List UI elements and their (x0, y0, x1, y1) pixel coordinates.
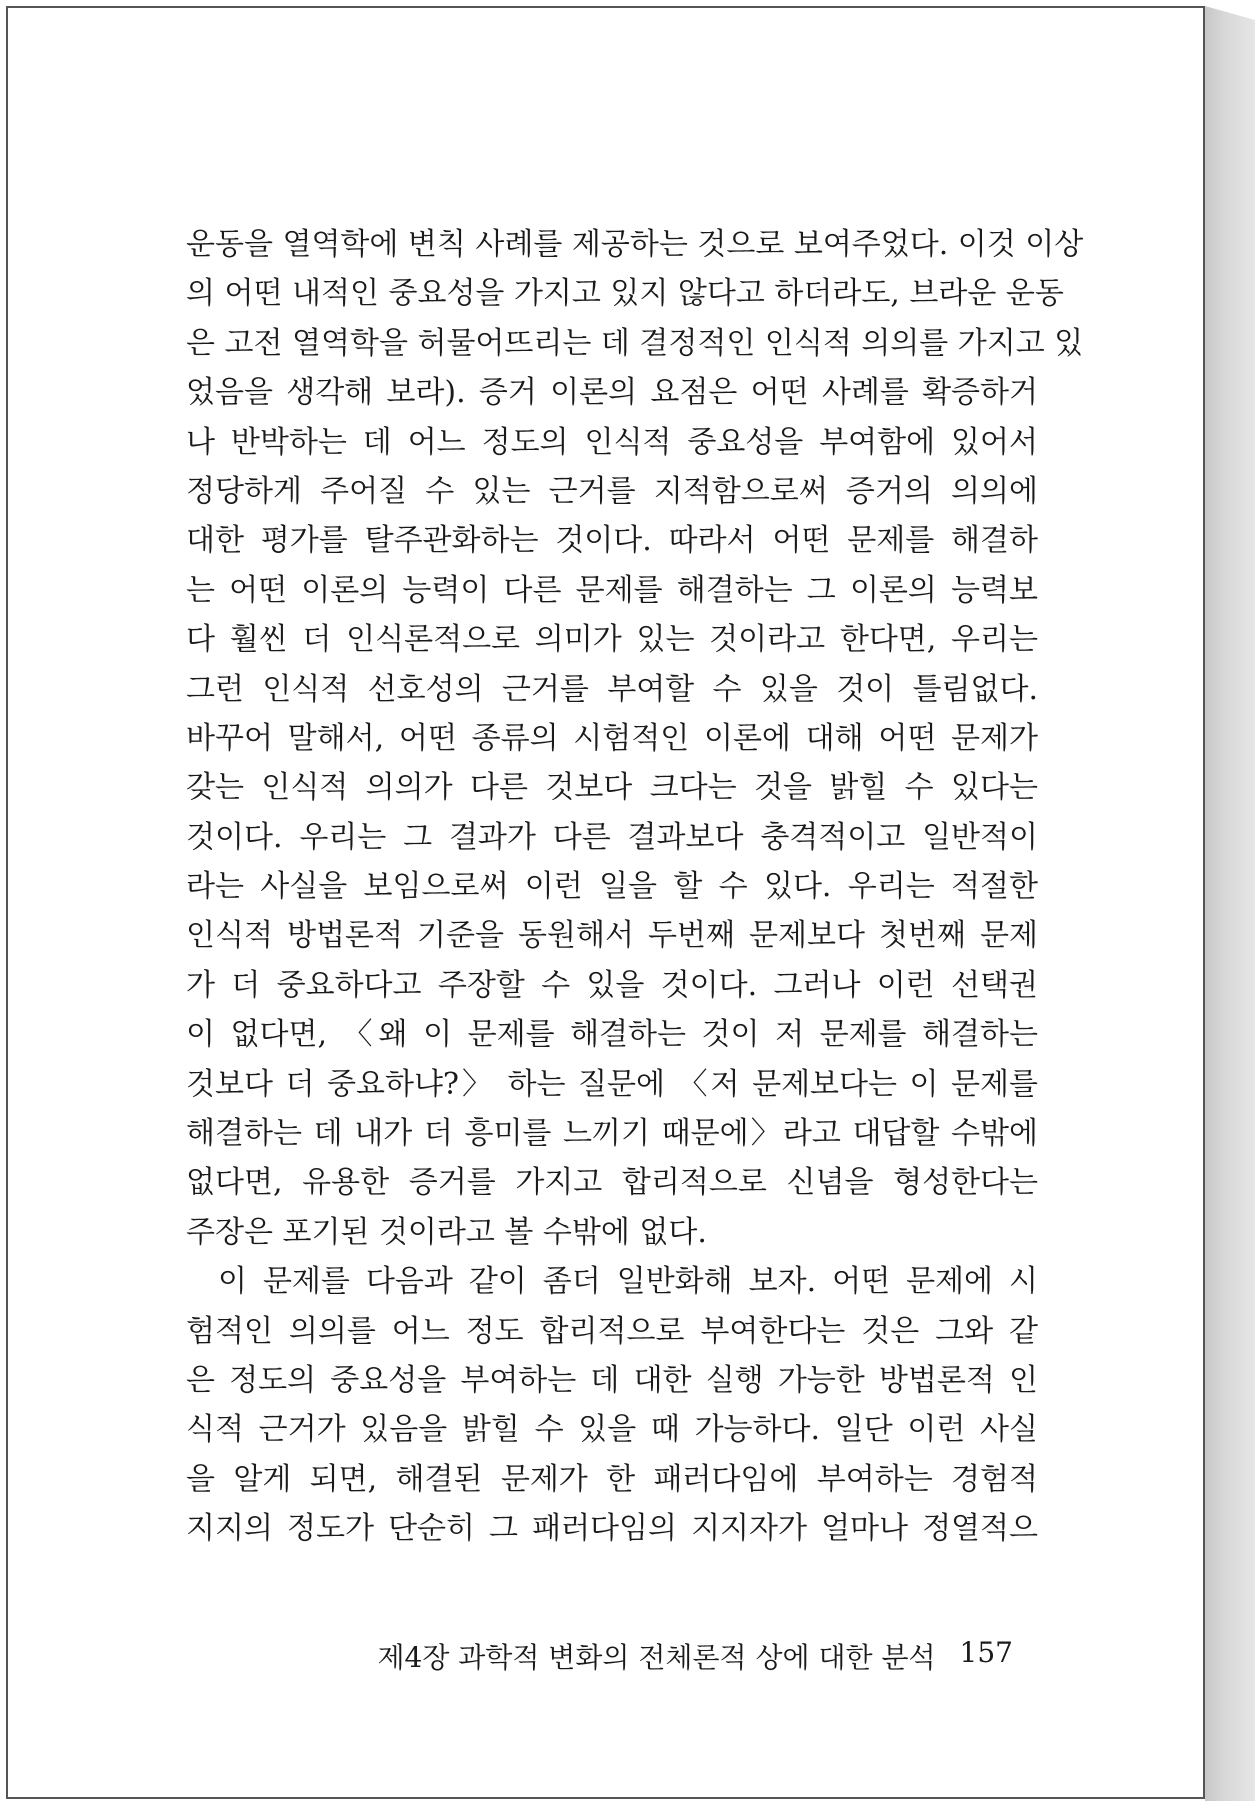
text-line-paragraph-start: 이 문제를 다음과 같이 좀더 일반화해 보자. 어떤 문제에 시 (186, 1264, 1038, 1300)
page-footer (363, 1636, 1013, 1676)
page-edge-shadow (1205, 6, 1255, 1801)
text-line: 라는 사실을 보임으로써 이런 일을 할 수 있다. 우리는 적절한 (186, 869, 1038, 905)
text-line: 은 정도의 중요성을 부여하는 데 대한 실행 가능한 방법론적 인 (186, 1362, 1038, 1398)
text-line: 지지의 정도가 단순히 그 패러다임의 지지자가 얼마나 정열적으 (186, 1511, 1038, 1547)
text-line: 는 어떤 이론의 능력이 다른 문제를 해결하는 그 이론의 능력보 (186, 572, 1038, 608)
text-line: 해결하는 데 내가 더 흥미를 느끼기 때문에〉라고 대답할 수밖에 (186, 1116, 1038, 1152)
running-chapter-title: 제4장 과학적 변화의 전체론적 상에 대한 분석 (377, 1641, 936, 1674)
text-line: 그런 인식적 선호성의 근거를 부여할 수 있을 것이 틀림없다. (186, 671, 1038, 707)
text-line: 이 없다면, 〈왜 이 문제를 해결하는 것이 저 문제를 해결하는 (186, 1017, 1038, 1053)
text-line: 없다면, 유용한 증거를 가지고 합리적으로 신념을 형성한다는 (186, 1165, 1038, 1201)
text-line: 갖는 인식적 의의가 다른 것보다 크다는 것을 밝힐 수 있다는 (186, 770, 1038, 806)
book-page (6, 6, 1205, 1799)
text-line: 인식적 방법론적 기준을 동원해서 두번째 문제보다 첫번째 문제 (186, 918, 1038, 954)
text-line: 것보다 더 중요하냐?〉 하는 질문에 〈저 문제보다는 이 문제를 (186, 1066, 1038, 1102)
text-line: 은 고전 열역학을 허물어뜨리는 데 결정적인 인식적 의의를 가지고 있 (186, 325, 1084, 361)
page-number: 157 (959, 1636, 1013, 1669)
text-line: 을 알게 되면, 해결된 문제가 한 패러다임에 부여하는 경험적 (186, 1461, 1038, 1497)
text-line: 바꾸어 말해서, 어떤 종류의 시험적인 이론에 대해 어떤 문제가 (186, 720, 1038, 756)
text-line: 운동을 열역학에 변칙 사례를 제공하는 것으로 보여주었다. 이것 이상 (186, 227, 1084, 262)
text-line: 험적인 의의를 어느 정도 합리적으로 부여한다는 것은 그와 같 (186, 1313, 1038, 1349)
text-line: 대한 평가를 탈주관화하는 것이다. 따라서 어떤 문제를 해결하 (186, 523, 1038, 559)
text-line: 정당하게 주어질 수 있는 근거를 지적함으로써 증거의 의의에 (186, 473, 1038, 509)
body-text (186, 220, 1084, 1554)
text-line: 다 훨씬 더 인식론적으로 의미가 있는 것이라고 한다면, 우리는 (186, 622, 1038, 658)
text-line: 의 어떤 내적인 중요성을 가지고 있지 않다고 하더라도, 브라운 운동 (186, 276, 1064, 312)
text-line: 었음을 생각해 보라). 증거 이론의 요점은 어떤 사례를 확증하거 (186, 375, 1038, 411)
text-line: 것이다. 우리는 그 결과가 다른 결과보다 충격적이고 일반적이 (186, 819, 1038, 855)
text-line: 나 반박하는 데 어느 정도의 인식적 중요성을 부여함에 있어서 (186, 424, 1038, 460)
text-line-paragraph-end: 주장은 포기된 것이라고 볼 수밖에 없다. (186, 1214, 707, 1250)
text-line: 식적 근거가 있음을 밝힐 수 있을 때 가능하다. 일단 이런 사실 (186, 1412, 1038, 1448)
text-line: 가 더 중요하다고 주장할 수 있을 것이다. 그러나 이런 선택권 (186, 967, 1038, 1003)
